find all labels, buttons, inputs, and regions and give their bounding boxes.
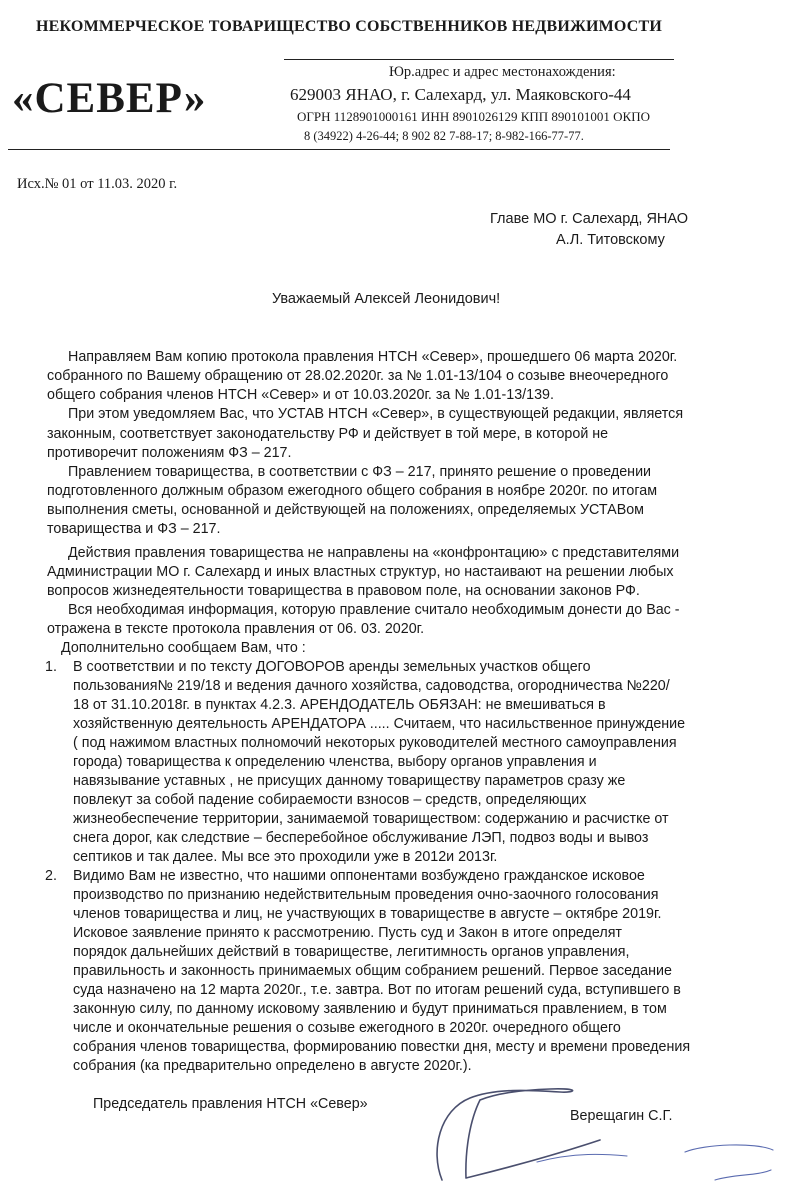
body-line: общего собрания членов НТСН «Север» и от 10.03.2020г. за № 1.01-13/139.: [47, 387, 554, 403]
list-item-line: собрания членов товарищества, формированию повестки дня, месту и времени проведения: [73, 1039, 691, 1055]
body-line: законным, соответствует законодательству РФ и действует в той мере, в которой не: [47, 426, 609, 442]
body-line: противоречит положениям ФЗ – 217.: [47, 445, 292, 461]
list-item-line: суда назначено на 12 марта 2020г., т.е. завтра. Вот по итогам решений суда, вступившего в: [73, 982, 681, 998]
addressee-line-1: Главе МО г. Салехард, ЯНАО: [490, 211, 689, 227]
body-line: Направляем Вам копию протокола правления НТСН «Север», прошедшего 06 марта 2020г.: [68, 349, 678, 365]
body-line: Администрации МО г. Салехард и иных властных структур, но настаивают на решении любых: [47, 564, 674, 580]
signatory-role: Председатель правления НТСН «Север»: [93, 1096, 368, 1112]
list-item-line: законную силу, по данному исковому заявлению и будут приниматься правлением, в том: [73, 1001, 667, 1017]
handwritten-note: [535, 1140, 775, 1195]
body-line: собранного по Вашему обращению от 28.02.2020г. за № 1.01-13/104 о созыве внеочередного: [47, 368, 669, 384]
signatory-name: Верещагин С.Г.: [570, 1108, 673, 1124]
registration-ids: ОГРН 1128901000161 ИНН 8901026129 КПП 890101001 ОКПО: [297, 109, 650, 124]
list-number: 1.: [45, 659, 57, 675]
list-item-line: пользования№ 219/18 и ведения дачного хозяйства, садоводства, огородничества №220/: [73, 678, 670, 694]
phone-numbers: 8 (34922) 4-26-44; 8 902 82 7-88-17; 8-982-166-77-77.: [304, 129, 584, 143]
list-item-line: септиков и так далее. Мы все это проходили уже в 2012и 2013г.: [73, 849, 498, 865]
list-item-line: ( под нажимом властных полномочий некоторых руководителей местного самоуправления: [73, 735, 677, 751]
list-item-line: членов товарищества и лиц, не участвующих в товариществе в августе – октябре 2019г.: [73, 906, 662, 922]
list-item-line: хозяйственную деятельность АРЕНДАТОРА ..... Считаем, что насильственное принуждение: [73, 716, 686, 732]
address-label: Юр.адрес и адрес местонахождения:: [389, 64, 616, 80]
list-number: 2.: [45, 868, 57, 884]
body-line: подготовленного должным образом ежегодного общего собрания в ноябре 2020г. по итогам: [47, 483, 658, 499]
organization-logo: «СЕВЕР»: [12, 75, 207, 122]
salutation: Уважаемый Алексей Леонидович!: [272, 291, 501, 307]
list-item-line: 18 от 31.10.2018г. в пунктах 4.2.3. АРЕНДОДАТЕЛЬ ОБЯЗАН: не вмешиваться в: [73, 697, 606, 713]
list-item-line: Видимо Вам не известно, что нашими оппонентами возбуждено гражданское исковое: [73, 868, 645, 884]
organization-name: НЕКОММЕРЧЕСКОЕ ТОВАРИЩЕСТВО СОБСТВЕННИКОВ НЕДВИЖИМОСТИ: [36, 18, 663, 35]
body-line: Вся необходимая информация, которую правление считало необходимым донести до Вас -: [68, 602, 680, 618]
address-line: 629003 ЯНАО, г. Салехард, ул. Маяковского-44: [290, 85, 631, 104]
header-divider-bottom: [8, 149, 670, 150]
list-item-line: числе и окончательные решения о созыве ежегодного в 2020г. очередного общего: [73, 1020, 621, 1036]
body-line: Правлением товарищества, в соответствии с ФЗ – 217, принято решение о проведении: [68, 464, 652, 480]
list-item-line: производство по признанию недействительным проведения очно-заочного голосования: [73, 887, 659, 903]
body-line: выполнения сметы, основанной и действующей на положениях, определяемых УСТАВом: [47, 502, 645, 518]
body-line: Действия правления товарищества не направлены на «конфронтацию» с представителями: [68, 545, 680, 561]
list-item-line: собрания (ка предварительно определено в августе 2020г.).: [73, 1058, 472, 1074]
list-item-line: навязывание уставных , не присущих данному товариществу параметров сразу же: [73, 773, 626, 789]
outgoing-number: Исх.№ 01 от 11.03. 2020 г.: [17, 176, 178, 192]
body-line: вопросов жизнедеятельности товарищества в правовом поле, на основании законов РФ.: [47, 583, 640, 599]
list-item-line: города) товарищества к определению членства, выбору органов управления и: [73, 754, 597, 770]
body-line: Дополнительно сообщаем Вам, что :: [61, 640, 306, 656]
list-item-line: Исковое заявление принято к рассмотрению. Пусть суд и Закон в итоге определят: [73, 925, 622, 941]
list-item-line: жизнеобеспечение территории, занимаемой товариществом: содержанию и расчистке от: [73, 811, 669, 827]
body-line: товарищества и ФЗ – 217.: [47, 521, 221, 537]
list-item-line: снега дорог, как следствие – бесперебойное обслуживание ЛЭП, подвоз воды и вывоз: [73, 830, 649, 846]
body-line: отражена в тексте протокола правления от 06. 03. 2020г.: [47, 621, 425, 637]
header-divider-top: [284, 59, 674, 60]
list-item-line: В соответствии и по тексту ДОГОВОРОВ аренды земельных участков общего: [73, 659, 591, 675]
body-line: При этом уведомляем Вас, что УСТАВ НТСН «Север», в существующей редакции, является: [68, 406, 684, 422]
list-item-line: правильность и законность принимаемых общим собранием решений. Первое заседание: [73, 963, 672, 979]
addressee-line-2: А.Л. Титовскому: [556, 232, 665, 248]
list-item-line: повлекут за собой падение собираемости взносов – средств, определяющих: [73, 792, 587, 808]
list-item-line: порядок дальнейших действий в товариществе, легитимность органов управления,: [73, 944, 630, 960]
